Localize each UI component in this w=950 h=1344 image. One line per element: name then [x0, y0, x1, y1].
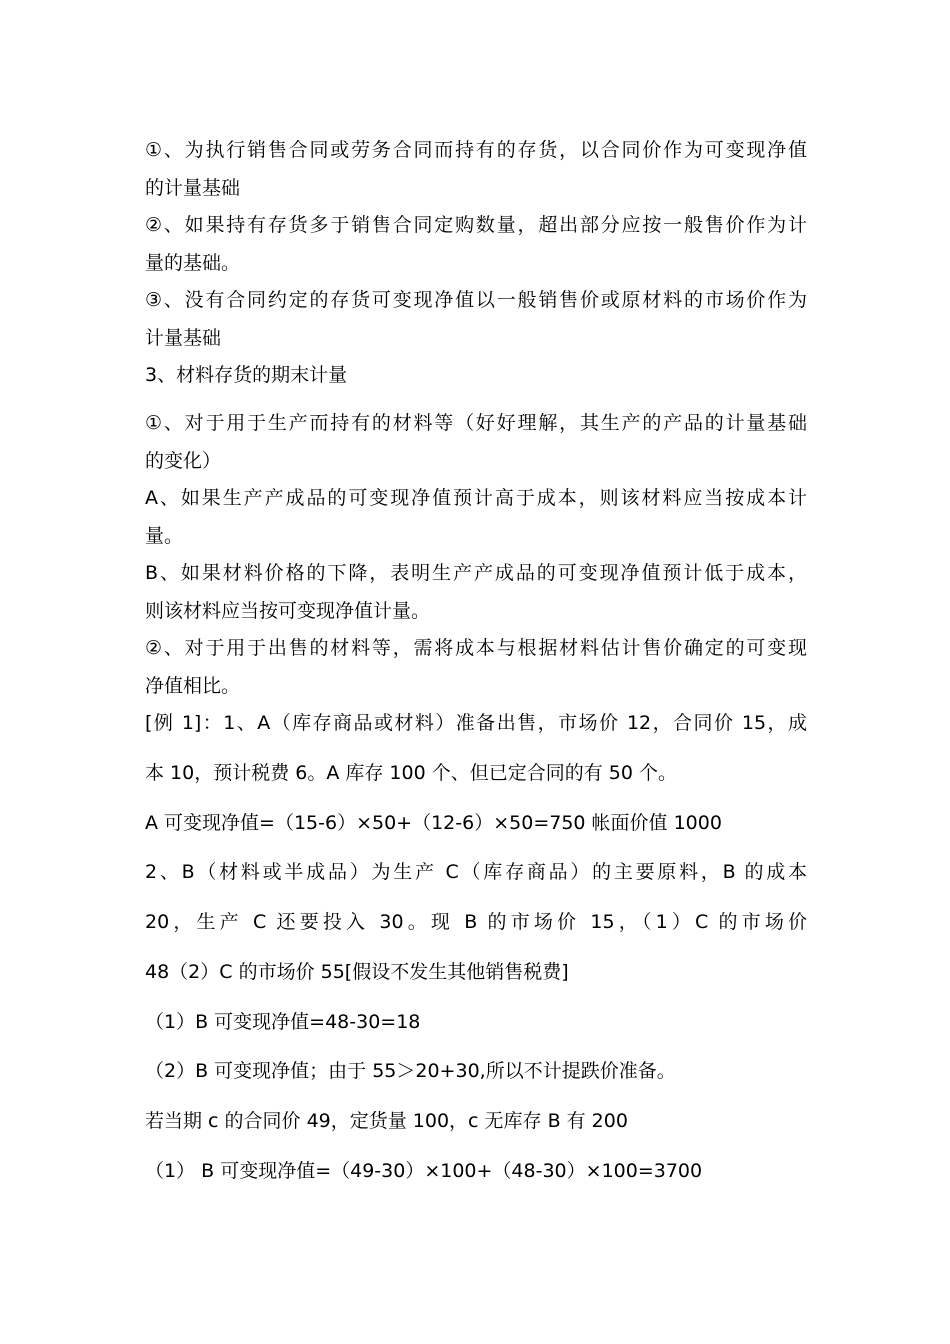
text-line: 则该材料应当按可变现净值计量。 — [145, 600, 431, 622]
formula-line: （1）B 可变现净值=48-30=18 — [145, 1011, 421, 1033]
text-line: 量。 — [145, 525, 184, 547]
formula-line: （1） B 可变现净值=（49-30）×100+（48-30）×100=3700 — [145, 1160, 703, 1182]
text-line: 量的基础。 — [145, 252, 241, 274]
formula-line: A 可变现净值=（15-6）×50+（12-6）×50=750 帐面价值 1000 — [145, 812, 722, 834]
text-line: 净值相比。 — [145, 675, 241, 697]
text-line: A、如果生产产成品的可变现净值预计高于成本，则该材料应当按成本计 — [145, 487, 807, 509]
example-line: [例 1]：1、A（库存商品或材料）准备出售，市场价 12，合同价 15，成 — [145, 712, 807, 734]
text-line: ③、没有合同约定的存货可变现净值以一般销售价或原材料的市场价作为 — [145, 289, 807, 311]
text-line: 的计量基础 — [145, 177, 241, 199]
text-line: ②、如果持有存货多于销售合同定购数量，超出部分应按一般售价作为计 — [145, 214, 807, 236]
section-heading: 3、材料存货的期末计量 — [145, 364, 348, 386]
example-line: 若当期 c 的合同价 49，定货量 100，c 无库存 B 有 200 — [145, 1110, 628, 1132]
example-line: 48（2）C 的市场价 55[假设不发生其他销售税费] — [145, 961, 569, 983]
example-line: 本 10，预计税费 6。A 库存 100 个、但已定合同的有 50 个。 — [145, 762, 677, 784]
example-line: 2、B（材料或半成品）为生产 C（库存商品）的主要原料，B 的成本 — [145, 861, 807, 883]
text-line: B、如果材料价格的下降，表明生产产成品的可变现净值预计低于成本， — [145, 562, 807, 584]
formula-line: （2）B 可变现净值；由于 55＞20+30,所以不计提跌价准备。 — [145, 1060, 676, 1082]
example-line: 20，生产 C 还要投入 30。现 B 的市场价 15，（1）C 的市场价 — [145, 911, 807, 933]
text-line: ①、为执行销售合同或劳务合同而持有的存货，以合同价作为可变现净值 — [145, 139, 807, 161]
text-line: 的变化） — [145, 450, 222, 472]
text-line: 计量基础 — [145, 327, 222, 349]
text-line: ①、对于用于生产而持有的材料等（好好理解，其生产的产品的计量基础 — [145, 412, 807, 434]
text-line: ②、对于用于出售的材料等，需将成本与根据材料估计售价确定的可变现 — [145, 637, 807, 659]
